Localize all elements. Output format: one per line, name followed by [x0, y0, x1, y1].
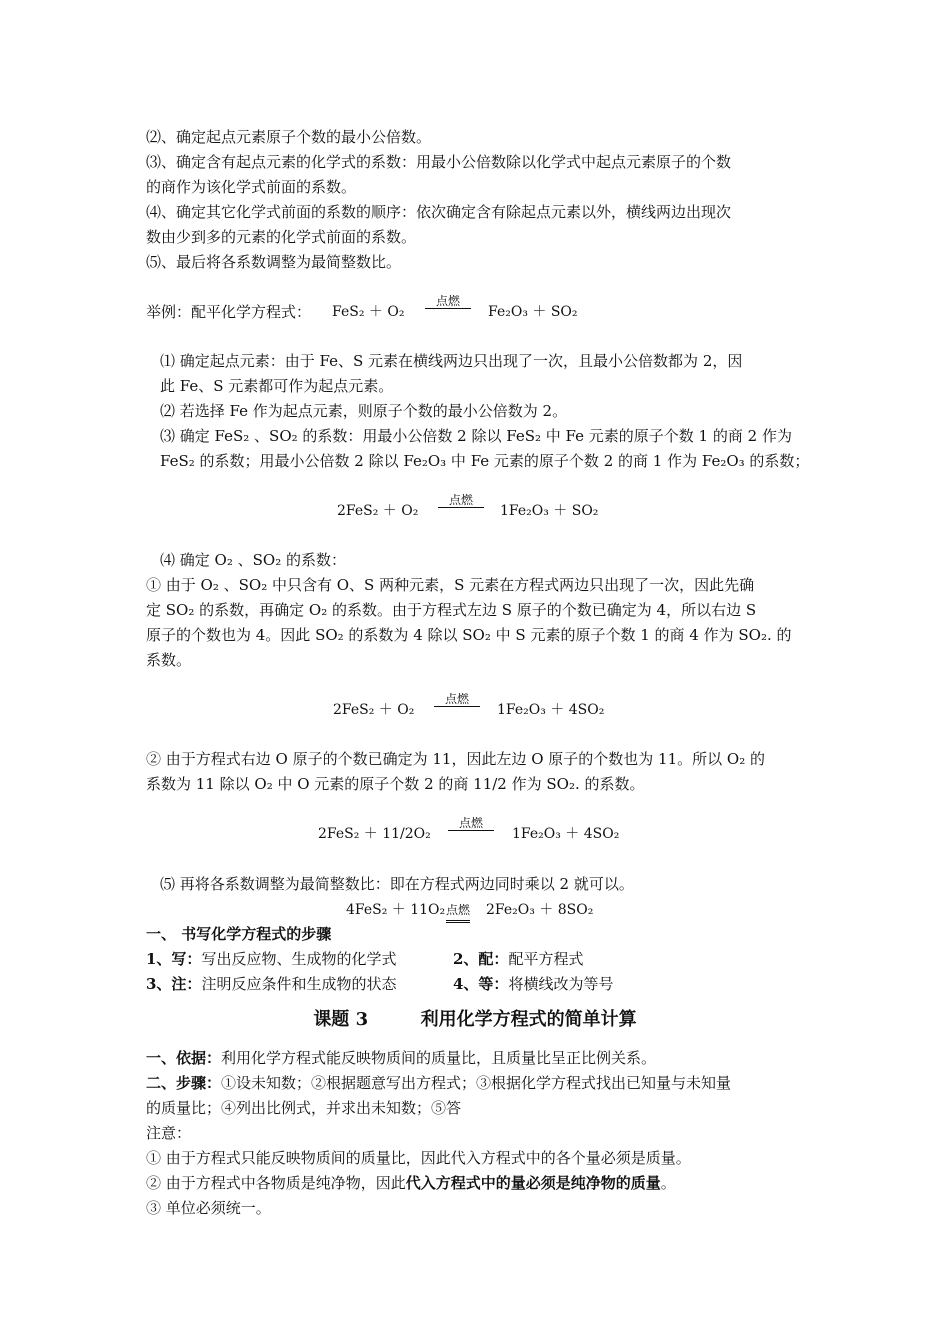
- lesson-basis: [146, 1048, 656, 1068]
- writing-step-2: [453, 949, 583, 969]
- lesson-note-2: [146, 1173, 676, 1193]
- lesson-note-2-end: 。: [660, 1174, 676, 1192]
- case-1-line-1: ① 由于 O₂ 、SO₂ 中只含有 O、S 两种元素，S 元素在方程式两边只出现了一次，因此先确: [146, 576, 755, 594]
- equation-3-right: 1Fe₂O₃ ＋ 4SO₂: [512, 826, 620, 842]
- example-step-5: ⑸ 再将各系数调整为最简整数比：即在方程式两边同时乘以 2 就可以。: [160, 875, 634, 893]
- lesson-steps-key: 二、步骤：: [146, 1074, 222, 1092]
- equation-4-left: 4FeS₂ ＋ 11O₂: [346, 902, 446, 918]
- lesson-title: [0, 1008, 950, 1032]
- writing-step-3: [146, 974, 396, 994]
- lesson-steps-text-1: ①设未知数；②根据题意写出方程式；③根据化学方程式找出已知量与未知量: [221, 1074, 732, 1092]
- equation-2-right: 1Fe₂O₃ ＋ 4SO₂: [497, 702, 605, 718]
- lesson-basis-key: 一、依据：: [146, 1049, 222, 1067]
- writing-step-3-key: 3、注：: [146, 975, 202, 993]
- case-1-line-3: 原子的个数也为 4。因此 SO₂ 的系数为 4 除以 SO₂ 中 S 元素的原子个数 1 的商 4 作为 SO₂. 的: [146, 626, 792, 644]
- equation-4-condition: 点燃: [446, 900, 470, 923]
- lesson-title-text: 利用化学方程式的简单计算: [420, 1009, 637, 1030]
- example-lead: 举例：配平化学方程式：: [146, 303, 312, 321]
- equation-1-left: 2FeS₂ ＋ O₂: [337, 503, 419, 519]
- step-3-line-2: 的商作为该化学式前面的系数。: [146, 178, 357, 196]
- equation-2-left: 2FeS₂ ＋ O₂: [333, 702, 415, 718]
- lesson-steps-line-1: [146, 1073, 731, 1093]
- equation-0-right: Fe₂O₃ ＋ SO₂: [488, 304, 578, 320]
- equation-0-left: FeS₂ ＋ O₂: [332, 304, 405, 320]
- writing-step-1-text: 写出反应物、生成物的化学式: [201, 950, 397, 968]
- case-1-line-2: 定 SO₂ 的系数，再确定 O₂ 的系数。由于方程式左边 S 原子的个数已确定为 4，所以右边 S: [146, 601, 757, 619]
- condition-label: 点燃: [458, 816, 483, 830]
- example-step-2: ⑵ 若选择 Fe 作为起点元素，则原子个数的最小公倍数为 2。: [160, 402, 568, 420]
- writing-step-3-text: 注明反应条件和生成物的状态: [201, 975, 397, 993]
- condition-label: 点燃: [444, 692, 469, 706]
- writing-heading: 一、 书写化学方程式的步骤: [146, 925, 332, 943]
- condition-label: 点燃: [448, 493, 473, 507]
- step-3-line-1: ⑶、确定含有起点元素的化学式的系数：用最小公倍数除以化学式中起点元素原子的个数: [146, 153, 732, 171]
- equation-4-right: 2Fe₂O₃ ＋ 8SO₂: [486, 902, 594, 918]
- lesson-title-number: 课题 3: [313, 1009, 369, 1030]
- case-1-line-4: 系数。: [146, 651, 192, 669]
- case-2-line-1: ② 由于方程式右边 O 原子的个数已确定为 11，因此左边 O 原子的个数也为 11。所以 O₂ 的: [146, 750, 765, 768]
- writing-step-1: [146, 949, 396, 969]
- example-step-1-line-1: ⑴ 确定起点元素：由于 Fe、S 元素在横线两边只出现了一次，且最小公倍数都为 2，因: [160, 352, 743, 370]
- lesson-steps-line-2: 的质量比；④列出比例式，并求出未知数；⑤答: [146, 1099, 462, 1117]
- step-4-line-1: ⑷、确定其它化学式前面的系数的顺序：依次确定含有除起点元素以外，横线两边出现次: [146, 203, 732, 221]
- example-step-3-line-1: ⑶ 确定 FeS₂ 、SO₂ 的系数：用最小公倍数 2 除以 FeS₂ 中 Fe 元素的原子个数 1 的商 2 作为: [160, 427, 792, 445]
- lesson-note-2-plain: ② 由于方程式中各物质是纯净物，因此: [146, 1174, 406, 1192]
- writing-step-4-key: 4、等：: [453, 975, 509, 993]
- step-5: ⑸、最后将各系数调整为最简整数比。: [146, 253, 402, 271]
- writing-step-1-key: 1、写：: [146, 950, 202, 968]
- condition-label: 点燃: [435, 294, 460, 308]
- lesson-note-2-bold: 代入方程式中的量必须是纯净物的质量: [405, 1174, 661, 1192]
- example-step-3-line-2: FeS₂ 的系数；用最小公倍数 2 除以 Fe₂O₃ 中 Fe 元素的原子个数 2 的商 1 作为 Fe₂O₃ 的系数；: [160, 452, 810, 470]
- step-2: ⑵、确定起点元素原子个数的最小公倍数。: [146, 128, 432, 146]
- writing-step-2-key: 2、配：: [453, 950, 509, 968]
- writing-step-2-text: 配平方程式: [508, 950, 584, 968]
- example-step-4: ⑷ 确定 O₂ 、SO₂ 的系数：: [160, 551, 346, 569]
- lesson-note-1: ① 由于方程式只能反映物质间的质量比，因此代入方程式中的各个量必须是质量。: [146, 1149, 691, 1167]
- writing-step-4-text: 将横线改为等号: [508, 975, 614, 993]
- lesson-note-3: ③ 单位必须统一。: [146, 1199, 271, 1217]
- example-step-1-line-2: 此 Fe、S 元素都可作为起点元素。: [160, 377, 394, 395]
- step-4-line-2: 数由少到多的元素的化学式前面的系数。: [146, 228, 417, 246]
- writing-step-4: [453, 974, 613, 994]
- equation-1-right: 1Fe₂O₃ ＋ SO₂: [500, 503, 599, 519]
- case-2-line-2: 系数为 11 除以 O₂ 中 O 元素的原子个数 2 的商 11/2 作为 SO₂. 的系数。: [146, 775, 645, 793]
- lesson-note-label: 注意：: [146, 1124, 192, 1142]
- equation-3-left: 2FeS₂ ＋ 11/2O₂: [318, 826, 431, 842]
- lesson-basis-text: 利用化学方程式能反映物质间的质量比，且质量比呈正比例关系。: [221, 1049, 657, 1067]
